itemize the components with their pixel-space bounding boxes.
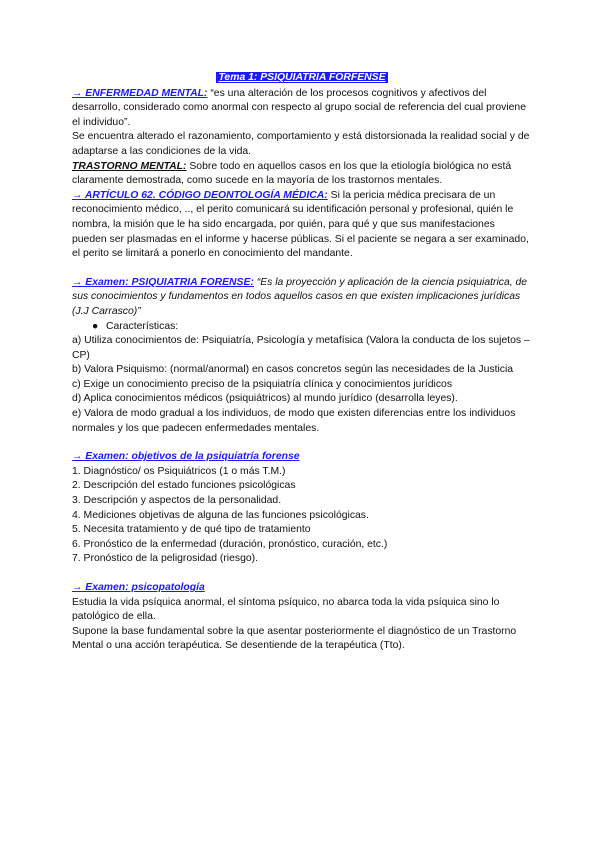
articulo-text: Si la pericia médica precisara de un reconocimiento médico, .., el perito comunicará su identificación personal y profesional, quién le nombra, la misión que le ha sido encargada, por quién, para qué y que sus manifestaciones pueden ser plasmadas en el informe y hacerse públicas. Si el paciente se negara a ser examinado, el perito se limitará a ponerlo en conocimiento del mandante.: [72, 189, 529, 260]
objetivos-heading: → Examen: objetivos de la psiquiatría forense: [72, 451, 300, 463]
psicopatologia-heading-line: [72, 581, 532, 596]
trastorno-text: Sobre todo en aquellos casos en los que la etiología biológica no está claramente demostrada, como sucede en la mayoría de los trastornos mentales.: [72, 160, 512, 187]
objetivos-heading-line: [72, 450, 532, 465]
psicopatologia-heading: → Examen: psicopatología: [72, 582, 205, 593]
enfermedad-paragraph: [72, 87, 532, 131]
bullet-dot: ●: [92, 320, 99, 332]
document-page: [72, 71, 532, 654]
psiquiatria-paragraph: [72, 276, 532, 320]
caracteristica-item: e) Valora de modo gradual a los individuos, de modo que existen diferencias entre los individuos normales y los que padecen enfermedades mentales.: [72, 408, 516, 434]
enfermedad-quote: “es una alteración de los procesos cognitivos y afectivos del desarrollo, considerado como anormal con respecto al grupo social de referencia del cual proviene el individuo”.: [72, 87, 526, 128]
objetivo-item: 6. Pronóstico de la enfermedad (duración, pronóstico, curación, etc.): [72, 538, 388, 550]
caracteristicas-bullet: [72, 320, 532, 335]
psiquiatria-heading: → Examen: PSIQUIATRIA FORENSE:: [72, 276, 254, 288]
caracteristica-item: a) Utiliza conocimientos de: Psiquiatría, Psicología y metafísica (Valora la conducta de los sujetos – CP): [72, 335, 530, 361]
enfermedad-text: Se encuentra alterado el razonamiento, comportamiento y está distorsionada la realidad social y de adaptarse a las condiciones de la vida.: [72, 131, 530, 157]
articulo-paragraph: [72, 189, 532, 262]
trastorno-heading: TRASTORNO MENTAL:: [72, 160, 187, 172]
articulo-heading: → ARTÍCULO 62. CÓDIGO DEONTOLOGÍA MÉDICA:: [72, 189, 328, 201]
objetivo-item: 3. Descripción y aspectos de la personalidad.: [72, 495, 282, 507]
psicopatologia-text-1: Estudia la vida psíquica anormal, el síntoma psíquico, no abarca toda la vida psíquica sino lo patológico de ella.: [72, 596, 500, 623]
caracteristica-item: c) Exige un conocimiento preciso de la psiquiatría clínica y conocimientos jurídicos: [72, 378, 453, 390]
caracteristica-item: b) Valora Psiquismo: (normal/anormal) en casos concretos según las necesidades de la Justicia: [72, 364, 514, 376]
objetivo-item: 1. Diagnóstico/ os Psiquiátricos (1 o más T.M.): [72, 465, 286, 477]
objetivo-item: 4. Mediciones objetivas de alguna de las funciones psicológicas.: [72, 509, 369, 521]
psiquiatria-quote: “Es la proyección y aplicación de la ciencia psiquiatrica, de sus conocimientos y fundamentos en todos aquellos casos en que existen implicaciones jurídicas (J.J Carrasco)”: [72, 276, 528, 317]
trastorno-paragraph: [72, 160, 532, 189]
caracteristica-item: d) Aplica conocimientos médicos (psiquiátricos) al mundo jurídico (desarrolla leyes).: [72, 393, 458, 405]
objetivo-item: 5. Necesita tratamiento y de qué tipo de tratamiento: [72, 524, 311, 536]
caracteristicas-label: Características:: [106, 320, 179, 332]
objetivo-item: 7. Pronóstico de la peligrosidad (riesgo).: [72, 553, 258, 565]
document-title: Tema 1: PSIQUIATRIA FORFENSE: [218, 72, 386, 83]
objetivo-item: 2. Descripción del estado funciones psicológicas: [72, 480, 296, 492]
psicopatologia-text-2: Supone la base fundamental sobre la que asentar posteriormente el diagnóstico de un Trastorno Mental o una acción terapéutica. Se desentiende de la terapéutica (Tto).: [72, 625, 517, 652]
title-line: [72, 71, 532, 86]
enfermedad-heading: → ENFERMEDAD MENTAL:: [72, 87, 208, 99]
